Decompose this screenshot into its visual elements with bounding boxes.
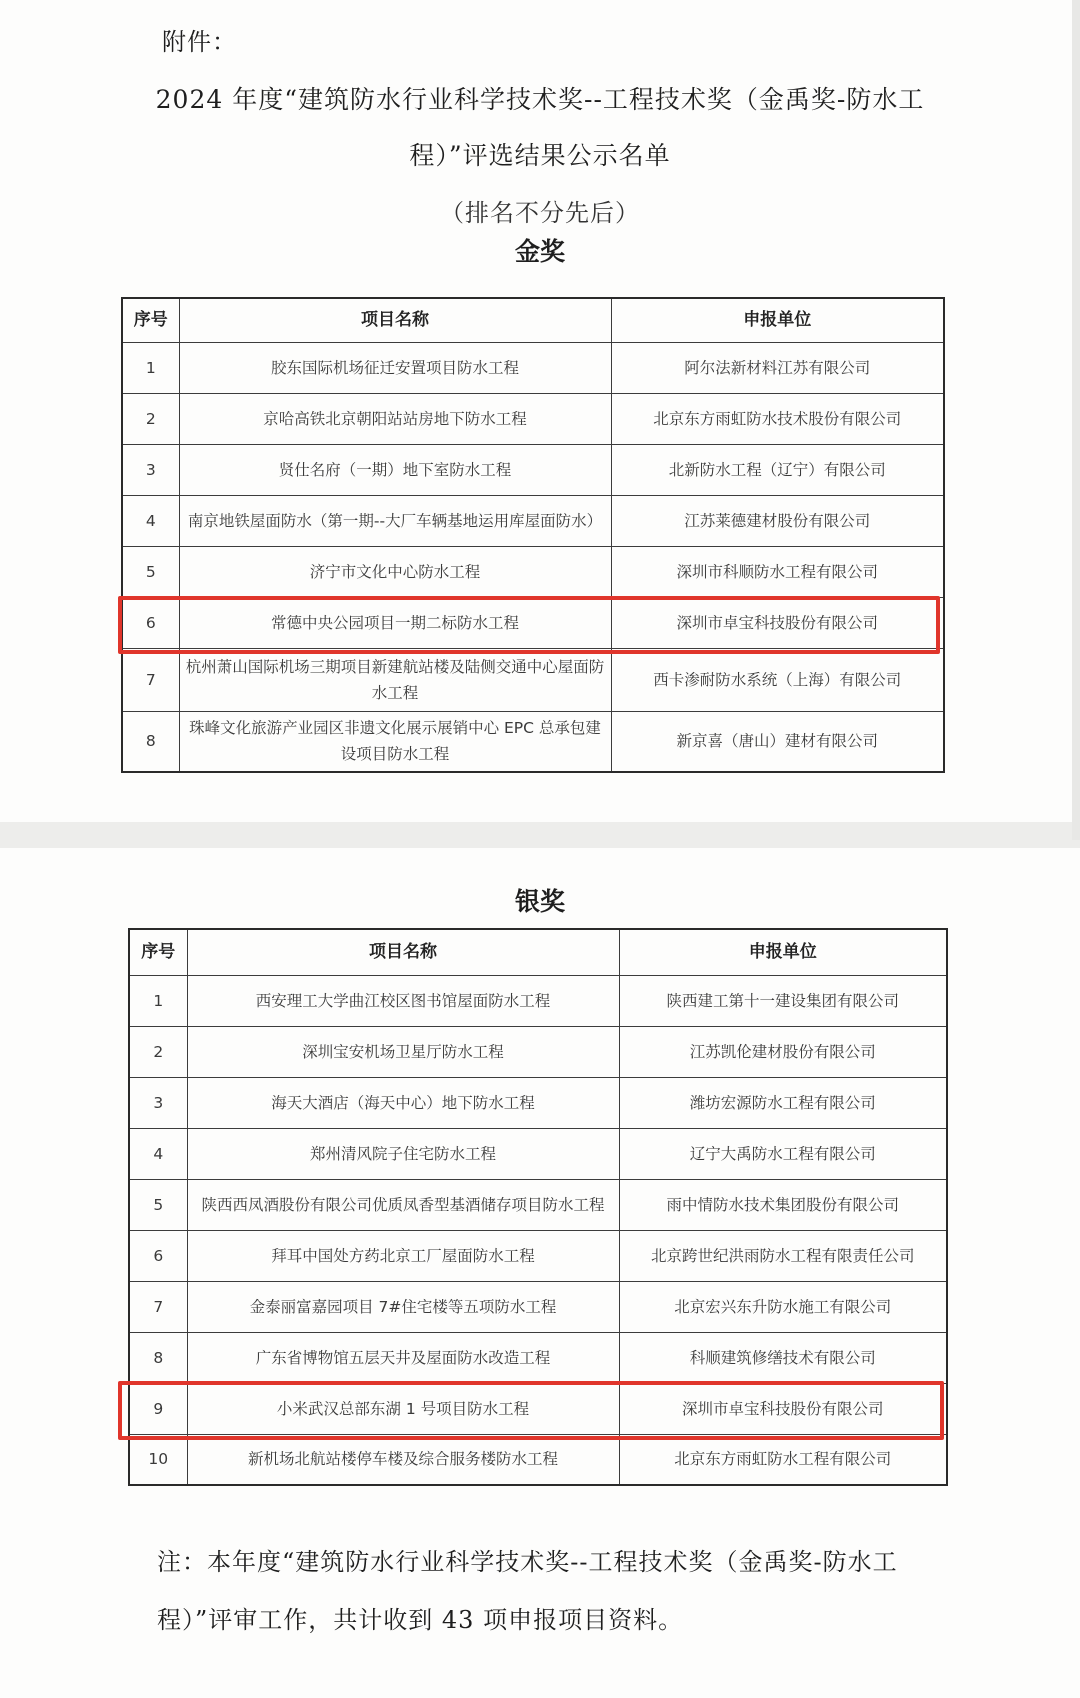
table-row — [122, 711, 944, 772]
cell-project: 珠峰文化旅游产业园区非遗文化展示展销中心 EPC 总承包建设项目防水工程 — [179, 711, 611, 772]
table-header-row — [122, 298, 944, 342]
cell-project: 南京地铁屋面防水（第一期--大厂车辆基地运用库屋面防水） — [179, 495, 611, 546]
cell-no: 5 — [122, 546, 179, 597]
cell-unit: 北京宏兴东升防水施工有限公司 — [619, 1281, 947, 1332]
silver-award-heading: 银奖 — [514, 887, 565, 916]
cell-project: 新机场北航站楼停车楼及综合服务楼防水工程 — [187, 1434, 619, 1485]
cell-no: 4 — [122, 495, 179, 546]
table-row — [122, 546, 944, 597]
table-row — [129, 1434, 947, 1485]
table-row — [122, 342, 944, 393]
cell-no: 7 — [122, 648, 179, 711]
silver-award-table — [128, 928, 948, 1486]
cell-no: 5 — [129, 1179, 187, 1230]
cell-unit: 北京跨世纪洪雨防水工程有限责任公司 — [619, 1230, 947, 1281]
cell-no: 2 — [122, 393, 179, 444]
cell-unit: 江苏莱德建材股份有限公司 — [611, 495, 944, 546]
cell-unit: 潍坊宏源防水工程有限公司 — [619, 1077, 947, 1128]
table-row — [129, 1077, 947, 1128]
cell-no: 1 — [122, 342, 179, 393]
attachment-label: 附件： — [162, 28, 237, 56]
cell-no: 1 — [129, 975, 187, 1026]
cell-unit: 深圳市卓宝科技股份有限公司 — [611, 597, 944, 648]
cell-project: 京哈高铁北京朝阳站站房地下防水工程 — [179, 393, 611, 444]
cell-no: 2 — [129, 1026, 187, 1077]
cell-unit: 深圳市卓宝科技股份有限公司 — [619, 1383, 947, 1434]
gold-award-heading: 金奖 — [514, 237, 565, 266]
table-row — [129, 1281, 947, 1332]
header-project: 项目名称 — [187, 929, 619, 975]
cell-no: 4 — [129, 1128, 187, 1179]
cell-no: 8 — [122, 711, 179, 772]
cell-project: 西安理工大学曲江校区图书馆屋面防水工程 — [187, 975, 619, 1026]
table-row — [129, 1332, 947, 1383]
cell-unit: 辽宁大禹防水工程有限公司 — [619, 1128, 947, 1179]
header-no: 序号 — [129, 929, 187, 975]
table-row — [129, 975, 947, 1026]
header-project: 项目名称 — [179, 298, 611, 342]
table-row — [122, 495, 944, 546]
cell-unit: 新京喜（唐山）建材有限公司 — [611, 711, 944, 772]
cell-no: 3 — [129, 1077, 187, 1128]
cell-no: 9 — [129, 1383, 187, 1434]
table-row — [129, 1179, 947, 1230]
table-row — [129, 1026, 947, 1077]
document-title-line1: 2024 年度“建筑防水行业科学技术奖--工程技术奖（金禹奖-防水工 — [155, 85, 925, 114]
cell-project: 小米武汉总部东湖 1 号项目防水工程 — [187, 1383, 619, 1434]
cell-project: 深圳宝安机场卫星厅防水工程 — [187, 1026, 619, 1077]
cell-project: 杭州萧山国际机场三期项目新建航站楼及陆侧交通中心屋面防水工程 — [179, 648, 611, 711]
cell-unit: 西卡渗耐防水系统（上海）有限公司 — [611, 648, 944, 711]
table-row — [129, 1383, 947, 1434]
cell-project: 拜耳中国处方药北京工厂屋面防水工程 — [187, 1230, 619, 1281]
cell-project: 郑州清风院子住宅防水工程 — [187, 1128, 619, 1179]
document-subtitle: （排名不分先后） — [440, 199, 640, 227]
document-title-line2: 程）”评选结果公示名单 — [409, 141, 671, 170]
cell-unit: 深圳市科顺防水工程有限公司 — [611, 546, 944, 597]
cell-project: 胶东国际机场征迁安置项目防水工程 — [179, 342, 611, 393]
table-row — [122, 648, 944, 711]
cell-no: 10 — [129, 1434, 187, 1485]
header-unit: 申报单位 — [611, 298, 944, 342]
cell-unit: 北新防水工程（辽宁）有限公司 — [611, 444, 944, 495]
cell-unit: 科顺建筑修缮技术有限公司 — [619, 1332, 947, 1383]
page-gap — [0, 822, 1080, 848]
cell-unit: 陕西建工第十一建设集团有限公司 — [619, 975, 947, 1026]
cell-unit: 雨中情防水技术集团股份有限公司 — [619, 1179, 947, 1230]
cell-no: 6 — [129, 1230, 187, 1281]
cell-no: 6 — [122, 597, 179, 648]
cell-unit: 北京东方雨虹防水工程有限公司 — [619, 1434, 947, 1485]
table-row — [122, 444, 944, 495]
cell-project: 海天大酒店（海天中心）地下防水工程 — [187, 1077, 619, 1128]
table-header-row — [129, 929, 947, 975]
table-row — [122, 393, 944, 444]
cell-no: 7 — [129, 1281, 187, 1332]
cell-project: 常德中央公园项目一期二标防水工程 — [179, 597, 611, 648]
cell-project: 贤仕名府（一期）地下室防水工程 — [179, 444, 611, 495]
header-unit: 申报单位 — [619, 929, 947, 975]
header-no: 序号 — [122, 298, 179, 342]
cell-project: 广东省博物馆五层天井及屋面防水改造工程 — [187, 1332, 619, 1383]
table-row — [129, 1230, 947, 1281]
cell-unit: 阿尔法新材料江苏有限公司 — [611, 342, 944, 393]
cell-project: 陕西西凤酒股份有限公司优质凤香型基酒储存项目防水工程 — [187, 1179, 619, 1230]
cell-no: 3 — [122, 444, 179, 495]
table-row — [129, 1128, 947, 1179]
table-row — [122, 597, 944, 648]
cell-project: 金泰丽富嘉园项目 7#住宅楼等五项防水工程 — [187, 1281, 619, 1332]
page-edge — [1072, 0, 1080, 840]
footnote: 注：本年度“建筑防水行业科学技术奖--工程技术奖（金禹奖-防水工程）”评审工作，共计收到 43 项申报项目资料。 — [157, 1548, 898, 1634]
cell-project: 济宁市文化中心防水工程 — [179, 546, 611, 597]
gold-award-table — [121, 297, 945, 773]
cell-unit: 北京东方雨虹防水技术股份有限公司 — [611, 393, 944, 444]
cell-unit: 江苏凯伦建材股份有限公司 — [619, 1026, 947, 1077]
cell-no: 8 — [129, 1332, 187, 1383]
